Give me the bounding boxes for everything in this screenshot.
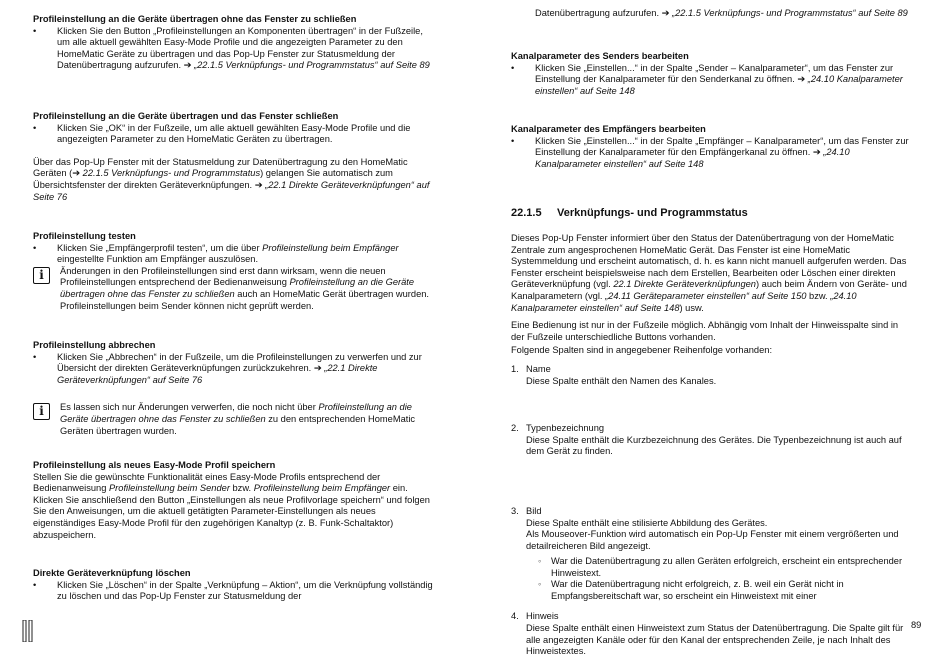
info-note: i Es lassen sich nur Änderungen verwerfen, die noch nicht über Profileinstellung an die Geräte übertragen ohne das Fenster zu schließen zu den entsprechenden HomeMatic Geräten übertragen wurden. <box>33 402 433 437</box>
section-title: Kanalparameter des Senders bearbeiten <box>511 51 689 61</box>
cross-reference: „22.1 Direkte Geräteverknüpfungen“ auf Seite 76 <box>57 363 378 385</box>
bullet-item: • Klicken Sie „Empfängerprofil testen“, um die über Profileinstellung beim Empfänger eingestellte Funktion am Empfänger auszulösen. <box>33 243 433 266</box>
bullet-item: • Klicken Sie den Button „Profileinstellungen an Komponenten übertragen“ in der Fußzeile, um alle aktuell gewählten Easy-Mode Profile und die angezeigten Parameter zu den HomeMatic Geräte zu übertragen und das Pop-Up Fenster zur Statusmeldung der Datenübertragung aufzurufen. ➔ „22.1.5 Verknüpfungs- und Programmstatus“ auf Seite 89 <box>33 26 433 72</box>
section-body <box>511 233 911 357</box>
bullet-continuation: Datenübertragung aufzurufen. ➔ „22.1.5 Verknüpfungs- und Programmstatus“ auf Seite 89 <box>535 8 908 18</box>
cross-reference: „22.1 Direkte Geräteverknüpfungen“ auf Seite 76 <box>33 179 430 202</box>
section-title: Profileinstellung abbrechen <box>33 340 156 350</box>
section-receiver-params <box>511 124 911 170</box>
cross-reference: „22.1.5 Verknüpfungs- und Programmstatus“ auf Seite 89 <box>194 60 430 71</box>
list-item: 3. Bild Diese Spalte enthält eine stilisierte Abbildung des Gerätes. Als Mouseover-Funktion wird automatisch ein Pop-Up Fenster mit einem vergrößerten und detailreicheren Bild angezeigt. <box>511 505 899 551</box>
right-arrow-icon: ➔ <box>661 8 670 18</box>
paragraph: Folgende Spalten sind in angegebener Reihenfolge vorhanden: <box>511 345 773 356</box>
section-transfer-keep-open <box>33 14 433 72</box>
section-test-profile <box>33 231 433 312</box>
sub-list-item: ◦ War die Datenübertragung nicht erfolgreich, z. B. weil ein Gerät nicht in Empfangsbereitschaft war, so erscheint ein Hinweistext mit einer <box>511 579 911 602</box>
paragraph: Dieses Pop-Up Fenster informiert über den Status der Datenübertragung von der HomeMatic Zentrale zum angesprochenen HomeMatic Gerät. Das Fenster ist eine HomeMatic Systemmeldung und erscheint automatisch, d. h. es kann nicht manuell aufgerufen werden. Das Fenster erscheint beispielsweise nach dem Erstellen, Bearbeiten oder Löschen einer direkten Geräteverknüpfung (vgl. 22.1 Direkte Geräteverknüpfungen) auch beim Ändern von Geräte- und Kanalparametern (vgl. „24.11 Geräteparameter einstellen“ auf Seite 150 bzw. „24.10 Kanalparameter einstellen“ auf Seite 148) usw. <box>511 233 907 313</box>
bullet-item: • Klicken Sie „OK“ in der Fußzeile, um alle aktuell gewählten Easy-Mode Profile und die angezeigten Parameter zu den HomeMatic Geräten zu übertragen. <box>33 123 433 146</box>
right-arrow-icon: ➔ <box>72 168 81 179</box>
section-title: Profileinstellung an die Geräte übertragen ohne das Fenster zu schließen <box>33 14 357 24</box>
right-column <box>511 0 911 657</box>
page-edge-marker <box>22 620 36 642</box>
right-arrow-icon: ➔ <box>812 147 821 158</box>
paragraph: Über das Pop-Up Fenster mit der Statusmeldung zur Datenübertragung zu den HomeMatic Geräten (➔ 22.1.5 Verknüpfungs- und Programmstatus) gelangen Sie automatisch zum Übersichtsfenster der direkten Geräteverknüpfungen. ➔ „22.1 Direkte Geräteverknüpfungen“ auf Seite 76 <box>33 156 430 202</box>
right-arrow-icon: ➔ <box>313 363 322 374</box>
cross-reference: „22.1.5 Verknüpfungs- und Programmstatus“ auf Seite 89 <box>672 8 908 18</box>
page-number: 89 <box>911 620 922 630</box>
section-title: Profileinstellung als neues Easy-Mode Profil speichern <box>33 460 276 470</box>
section-transfer-close <box>33 111 433 203</box>
section-title: Kanalparameter des Empfängers bearbeiten <box>511 124 706 134</box>
bullet-item: • Klicken Sie „Einstellen...“ in der Spalte „Empfänger – Kanalparameter“, um das Fenster zur Einstellung der Kanalparameter für den Empfängerkanal zu öffnen. ➔ „24.10 Kanalparameter einstellen“ auf Seite 148 <box>511 136 911 171</box>
bullet-item: • Klicken Sie „Abbrechen“ in der Fußzeile, um die Profileinstellungen zu verwerfen und zur Übersicht der direkten Geräteverknüpfungen zurückzukehren. ➔ „22.1 Direkte Geräteverknüpfungen“ auf Seite 76 <box>33 352 433 387</box>
cross-reference: „24.10 Kanalparameter einstellen“ auf Seite 148 <box>535 147 850 169</box>
section-sender-params <box>511 51 911 97</box>
info-icon: i <box>33 267 50 284</box>
right-arrow-icon: ➔ <box>797 74 806 85</box>
sub-list <box>511 556 911 602</box>
bullet-item: • Klicken Sie „Löschen“ in der Spalte „Verknüpfung – Aktion“, um die Verknüpfung vollständig zu löschen und das Pop-Up Fenster zur Statusmeldung der <box>33 580 433 603</box>
list-item: 1. Name Diese Spalte enthält den Namen des Kanales. <box>511 364 717 386</box>
paragraph: Stellen Sie die gewünschte Funktionalität eines Easy-Mode Profils entsprechend der Bedienanweisung Profileinstellung beim Sender bzw. Profileinstellung beim Empfänger ein. Klicken Sie anschließend den Button „Einstellungen als neue Profilvorlage speichern“ und folgen Sie den Anweisungen, um die aktuell getätigten Parameter-Einstellungen als neues eigenständiges Easy-Mode Profil für den zugehörigen Kanaltyp (z. B. Funk-Schaltaktor) abzuspeichern. <box>33 471 430 540</box>
right-arrow-icon: ➔ <box>183 60 192 71</box>
info-note: i Änderungen in den Profileinstellungen sind erst dann wirksam, wenn die neuen Profileinstellungen entsprechend der Bedienanweisung Profileinstellung an die Geräte übertragen ohne das Fenster zu schließen auch an HomeMatic Gerät übertragen wurden. Profileinstellungen beim Sender können nicht geprüft werden. <box>33 266 433 312</box>
list-item: 2. Typenbezeichnung Diese Spalte enthält die Kurzbezeichnung des Gerätes. Die Typenbezeichnung ist auch auf dem Gerät zu finden. <box>511 423 902 457</box>
section-title: Profileinstellung testen <box>33 231 136 241</box>
right-arrow-icon: ➔ <box>254 179 263 190</box>
paragraph: Eine Bedienung ist nur in der Fußzeile möglich. Abhängig vom Inhalt der Hinweisspalte sind in der Fußzeile unterschiedliche Buttons vorhanden. <box>511 320 899 342</box>
section-cancel-profile <box>33 340 433 437</box>
cross-reference: „24.10 Kanalparameter einstellen“ auf Seite 148 <box>535 74 903 96</box>
section-delete-link <box>33 568 433 603</box>
list-item: 4. Hinweis Diese Spalte enthält einen Hinweistext zum Status der Datenübertragung. Die Spalte gilt für alle angezeigten Kanäle oder für den Kanal der entsprechenden Zeile, je nach Inhalt des Hinweistextes. <box>511 611 904 657</box>
section-title: Direkte Geräteverknüpfung löschen <box>33 568 191 578</box>
section-save-profile <box>33 460 433 541</box>
info-icon: i <box>33 403 50 420</box>
bullet-item: • Klicken Sie „Einstellen...“ in der Spalte „Sender – Kanalparameter“, um das Fenster zur Einstellung der Kanalparameter für den Senderkanal zu öffnen. ➔ „24.10 Kanalparameter einstellen“ auf Seite 148 <box>511 63 911 98</box>
section-title: Profileinstellung an die Geräte übertragen und das Fenster schließen <box>33 111 339 121</box>
sub-list-item: ◦ War die Datenübertragung zu allen Geräten erfolgreich, erscheint ein entsprechender Hinweistext. <box>511 556 911 579</box>
section-heading: 22.1.5 Verknüpfungs- und Programmstatus <box>511 207 748 219</box>
